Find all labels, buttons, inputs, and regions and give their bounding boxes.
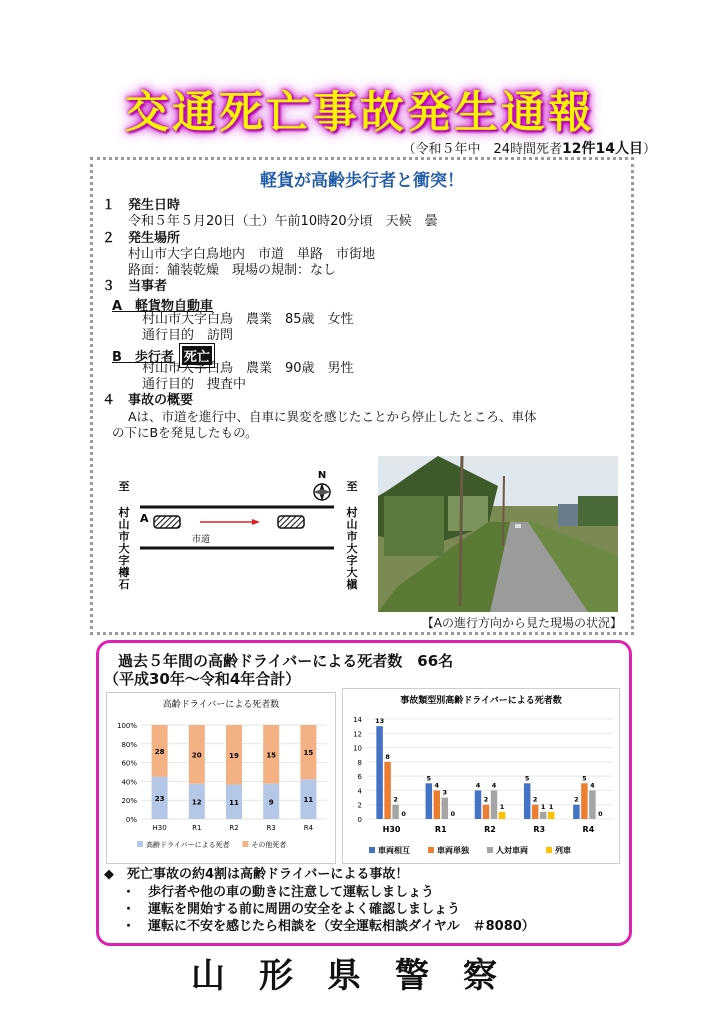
legend-label: 車両相互 — [378, 846, 410, 855]
data-label: 11 — [229, 798, 239, 807]
legend-label: 車両単独 — [437, 846, 469, 855]
vehicle-a-start — [154, 516, 180, 528]
subtitle-prefix: （令和５年中 24時間死者 — [402, 142, 563, 157]
section-place-heading: ２ 発生場所 — [102, 231, 181, 246]
safety-tip: ・ 運転に不安を感じたら相談を（安全運転相談ダイヤル ＃8080） — [122, 919, 535, 934]
x-tick-label: R3 — [266, 824, 276, 832]
legend-swatch — [546, 847, 552, 853]
data-label: 1 — [548, 802, 554, 811]
direction-label-left — [118, 479, 130, 591]
party-b-text-1: 村山市大字白鳥 農業 90歳 男性 — [142, 361, 354, 376]
direction-char: 市 — [346, 530, 358, 543]
direction-char: 石 — [118, 578, 130, 591]
direction-char: 字 — [346, 554, 358, 567]
north-label: N — [317, 470, 327, 481]
data-label: 15 — [266, 751, 277, 760]
data-label: 23 — [154, 794, 165, 803]
issuer-name: 山形県警察 — [191, 956, 531, 996]
legend-label: 人対車両 — [496, 846, 528, 855]
y-tick-label: 14 — [353, 716, 362, 724]
data-label: 13 — [375, 717, 385, 726]
party-a-text-1: 村山市大字白鳥 農業 85歳 女性 — [142, 312, 354, 327]
legend-swatch — [242, 841, 248, 847]
section-summary-text-1: Aは、市道を進行中、自車に異変を感じたことから停止したところ、車体 — [128, 409, 537, 424]
section-date-text: 令和５年５月20日（土）午前10時20分頃 天候 曇 — [128, 214, 438, 229]
data-label: 19 — [229, 751, 239, 760]
legend-swatch — [137, 841, 143, 847]
safety-tip: ・ 運転を開始する前に周囲の安全をよく確認しましょう — [122, 902, 461, 917]
y-tick-label: 80% — [121, 740, 137, 749]
y-tick-label: 4 — [357, 787, 362, 796]
section-place-text-2: 路面：舗装乾燥 現場の規制：なし — [128, 263, 337, 278]
legend-label: その他死者 — [251, 841, 287, 849]
section-party-heading: ３ 当事者 — [102, 279, 168, 294]
subtitle-suffix: ） — [642, 142, 656, 157]
data-label: 1 — [499, 802, 505, 811]
y-tick-label: 0 — [357, 816, 362, 824]
bar — [548, 812, 555, 819]
data-label: 5 — [582, 774, 587, 783]
data-label: 15 — [303, 749, 314, 758]
bar — [426, 783, 433, 819]
chart-title: 高齢ドライバーによる死者数 — [162, 700, 280, 710]
bar — [524, 783, 531, 819]
bar — [589, 790, 596, 819]
statistics-period: （平成30年～令和4年合計） — [104, 670, 301, 688]
key-message: ◆ 死亡事故の約4割は高齢ドライバーによる事故！ — [104, 867, 409, 882]
data-label: 3 — [442, 788, 448, 797]
data-label: 4 — [434, 781, 440, 790]
data-label: 8 — [385, 752, 390, 761]
legend-label: 高齢ドライバーによる死者 — [146, 841, 230, 849]
section-summary-heading: ４ 事故の概要 — [102, 393, 194, 408]
bar — [483, 805, 490, 819]
chart-accident-type — [342, 688, 620, 864]
data-label: 1 — [540, 802, 546, 811]
x-tick-label: R4 — [303, 824, 314, 832]
vehicle-a-label: A — [140, 512, 149, 525]
direction-char: 山 — [118, 518, 130, 531]
data-label: 0 — [450, 810, 456, 818]
y-tick-label: 40% — [121, 778, 137, 787]
x-tick-label: R1 — [192, 824, 202, 832]
data-label: 2 — [574, 795, 579, 804]
death-tag: 死亡 — [180, 344, 214, 367]
direction-char: 至 — [346, 480, 358, 493]
data-label: 5 — [524, 774, 530, 783]
y-tick-label: 2 — [357, 801, 362, 810]
x-tick-label: R3 — [533, 825, 546, 834]
data-label: 11 — [303, 796, 314, 805]
x-tick-label: R1 — [434, 825, 447, 834]
y-tick-label: 10 — [353, 744, 362, 753]
safety-tip: ・ 歩行者や他の車の動きに注意して運転しましょう — [122, 885, 435, 900]
bar — [581, 783, 588, 819]
legend-label: 列車 — [555, 846, 571, 855]
bar — [573, 805, 580, 819]
accident-diagram — [112, 462, 372, 602]
direction-label-right — [347, 479, 359, 591]
direction-char: 村 — [118, 506, 130, 519]
photo-caption: 【Aの進行方向から見た現場の状況】 — [421, 616, 622, 630]
direction-char: 村 — [346, 506, 358, 519]
legend-swatch — [487, 847, 493, 853]
party-a-label: A 軽貨物自動車 — [112, 299, 214, 314]
direction-char: 大 — [346, 566, 358, 579]
y-tick-label: 60% — [121, 759, 137, 768]
data-label: 2 — [532, 795, 538, 804]
x-tick-label: R2 — [229, 824, 239, 832]
direction-char: 市 — [118, 530, 130, 543]
section-date-heading: １ 発生日時 — [102, 198, 181, 213]
bar — [532, 805, 539, 819]
data-label: 12 — [191, 798, 202, 807]
x-tick-label: R4 — [582, 825, 595, 834]
bar — [384, 762, 391, 819]
x-tick-label: R2 — [484, 825, 496, 834]
data-label: 4 — [491, 781, 497, 790]
chart-elderly-ratio — [106, 692, 336, 864]
direction-char: 山 — [346, 518, 358, 531]
party-a-text-2: 通行目的 訪問 — [142, 328, 234, 343]
data-label: 2 — [483, 795, 489, 804]
direction-char: 至 — [118, 480, 130, 493]
data-label: 0 — [598, 810, 603, 818]
scene-photo — [378, 456, 618, 612]
legend-swatch — [428, 847, 434, 853]
data-label: 5 — [426, 774, 432, 783]
bar — [491, 790, 498, 819]
data-label: 4 — [590, 781, 595, 790]
statistics-title: 過去５年間の高齢ドライバーによる死者数 66名 — [118, 652, 454, 670]
direction-char: 字 — [118, 554, 130, 567]
y-tick-label: 100% — [116, 722, 137, 730]
bar — [434, 790, 441, 819]
direction-char: 樽 — [118, 566, 130, 579]
data-label: 4 — [475, 781, 481, 790]
x-tick-label: H30 — [152, 824, 167, 832]
incident-headline: 軽貨が高齢歩行者と衝突！ — [260, 171, 464, 191]
y-tick-label: 12 — [353, 730, 362, 739]
subtitle-count: 12件14人目 — [562, 141, 643, 157]
data-label: 2 — [393, 795, 398, 804]
safety-tips — [122, 884, 535, 935]
x-tick-label: H30 — [382, 825, 401, 834]
party-b-label: B 歩行者 — [112, 350, 174, 365]
direction-char: 大 — [346, 542, 358, 555]
chart-title: 事故類型別高齢ドライバーによる死者数 — [400, 696, 562, 706]
page-title: 交通死亡事故発生通報 — [125, 87, 595, 138]
travel-arrow-head — [252, 519, 260, 525]
y-tick-label: 8 — [357, 758, 362, 767]
y-tick-label: 20% — [121, 797, 137, 806]
direction-char: 大 — [118, 542, 130, 555]
vehicle-a-stop — [278, 516, 304, 528]
section-place-text-1: 村山市大字白鳥地内 市道 単路 市街地 — [128, 247, 376, 262]
y-tick-label: 0% — [125, 816, 137, 824]
direction-char: 槇 — [346, 578, 358, 591]
bar — [499, 812, 506, 819]
data-label: 20 — [191, 751, 202, 760]
y-tick-label: 6 — [357, 773, 362, 782]
section-summary-text-2: の下にBを発見したもの。 — [112, 425, 258, 440]
bar — [475, 790, 482, 819]
bar — [540, 812, 547, 819]
legend-swatch — [369, 847, 375, 853]
party-b-text-2: 通行目的 捜査中 — [142, 377, 247, 392]
data-label: 28 — [154, 747, 165, 756]
fatality-count-note — [402, 138, 656, 158]
road-label: 市道 — [192, 535, 211, 545]
bar — [376, 726, 383, 819]
data-label: 9 — [268, 798, 274, 807]
bar — [392, 805, 399, 819]
data-label: 0 — [401, 810, 406, 818]
bar — [442, 798, 449, 819]
north-compass-icon — [313, 470, 331, 501]
